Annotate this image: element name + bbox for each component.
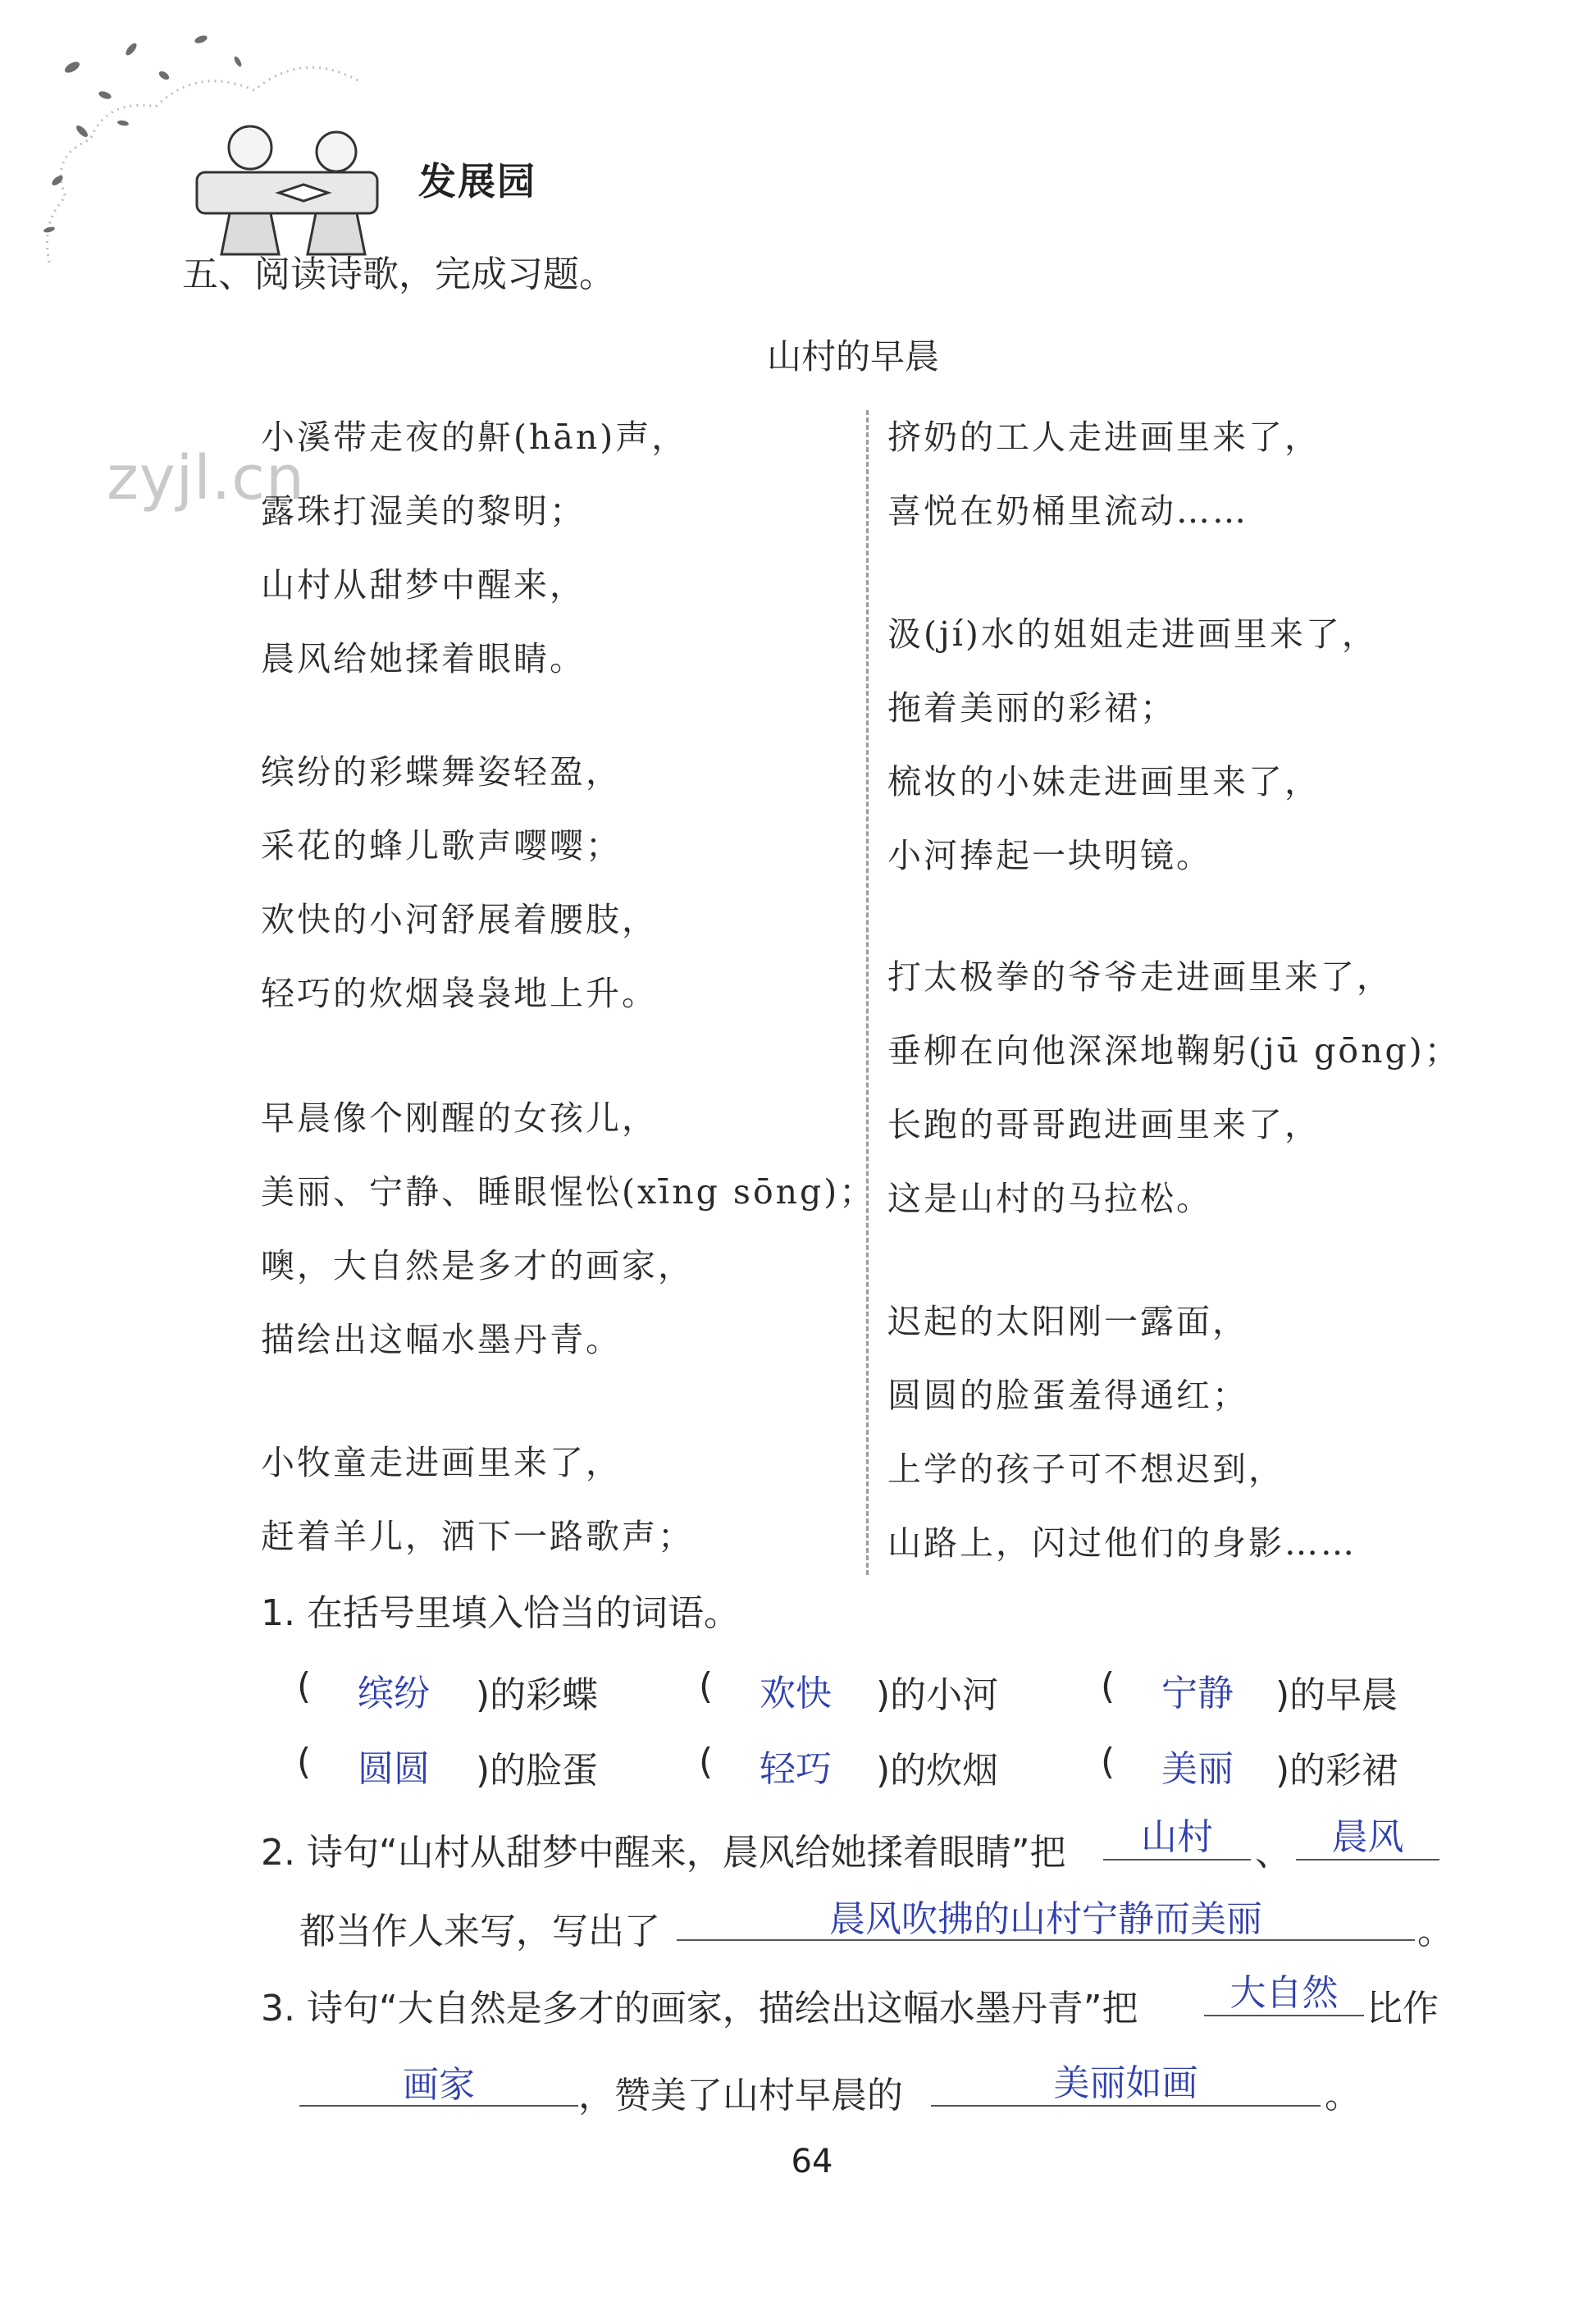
poem-line: 圆圆的脸蛋羞得通红； xyxy=(887,1376,1248,1415)
q1-answer[interactable]: 圆圆 xyxy=(358,1748,430,1790)
watermark: zyjl.cn xyxy=(107,443,305,514)
q2-blank-b[interactable] xyxy=(1296,1859,1439,1861)
poem-line: 拖着美丽的彩裙； xyxy=(887,688,1176,728)
poem-line: 山路上，闪过他们的身影…… xyxy=(887,1523,1357,1563)
q1-answer[interactable]: 欢快 xyxy=(760,1673,832,1714)
q1-suffix: )的彩裙 xyxy=(1275,1750,1398,1792)
page-number: 64 xyxy=(791,2143,833,2180)
poem-title: 山村的早晨 xyxy=(766,336,939,377)
poem-line: 挤奶的工人走进画里来了， xyxy=(887,418,1321,457)
q3-line2: ，赞美了山村早晨的 xyxy=(578,2075,903,2116)
q3-answer-b[interactable]: 画家 xyxy=(403,2064,475,2106)
open-paren: ( xyxy=(1101,1665,1115,1707)
q2-separator: 、 xyxy=(1255,1832,1291,1874)
q2-prompt: 2. 诗句“山村从甜梦中醒来，晨风给她揉着眼睛”把 xyxy=(261,1832,1066,1874)
poem-line: 露珠打湿美的黎明； xyxy=(261,491,586,531)
poem-line: 早晨像个刚醒的女孩儿， xyxy=(261,1098,658,1138)
q1-answer[interactable]: 美丽 xyxy=(1161,1748,1234,1790)
open-paren: ( xyxy=(297,1741,312,1783)
poem-line: 采花的蜂儿歌声嘤嘤； xyxy=(261,826,622,865)
q3-prompt: 3. 诗句“大自然是多才的画家，描绘出这幅水墨丹青”把 xyxy=(261,1988,1138,2030)
poem-line: 欢快的小河舒展着腰肢， xyxy=(261,900,658,939)
q3-end: 。 xyxy=(1325,2075,1361,2116)
q3-blank-b[interactable] xyxy=(299,2105,578,2107)
q2-end: 。 xyxy=(1417,1911,1453,1952)
q1-suffix: )的彩蝶 xyxy=(476,1674,599,1716)
open-paren: ( xyxy=(297,1665,312,1707)
poem-line: 美丽、宁静、睡眼惺忪(xīng sōng)； xyxy=(261,1172,876,1212)
q2-line2: 都当作人来写，写出了 xyxy=(299,1911,660,1952)
q2-blank-a[interactable] xyxy=(1103,1859,1251,1861)
poem-line: 上学的孩子可不想迟到， xyxy=(887,1450,1284,1489)
poem-line: 轻巧的炊烟袅袅地上升。 xyxy=(261,974,658,1013)
open-paren: ( xyxy=(1101,1741,1115,1783)
poem-line: 赶着羊儿，洒下一路歌声； xyxy=(261,1517,694,1556)
poem-line: 描绘出这幅水墨丹青。 xyxy=(261,1320,622,1359)
poem-line: 打太极拳的爷爷走进画里来了， xyxy=(887,957,1393,997)
poem-line: 山村从甜梦中醒来， xyxy=(261,565,586,605)
q1-answer[interactable]: 缤纷 xyxy=(358,1673,430,1714)
q2-answer-a[interactable]: 山村 xyxy=(1141,1816,1213,1858)
q1-prompt: 1. 在括号里填入恰当的词语。 xyxy=(261,1592,740,1634)
q2-answer-c[interactable]: 晨风吹拂的山村宁静而美丽 xyxy=(829,1898,1262,1940)
q1-answer[interactable]: 宁静 xyxy=(1161,1673,1234,1714)
poem-line: 噢，大自然是多才的画家， xyxy=(261,1246,694,1285)
q3-blank-c[interactable] xyxy=(931,2105,1321,2107)
column-divider xyxy=(866,410,869,1575)
q2-answer-b[interactable]: 晨风 xyxy=(1331,1816,1404,1858)
section-header xyxy=(33,16,689,279)
poem-line: 晨风给她揉着眼睛。 xyxy=(261,639,586,678)
q3-answer-c[interactable]: 美丽如画 xyxy=(1053,2062,1198,2104)
q1-suffix: )的早晨 xyxy=(1275,1674,1398,1716)
q1-suffix: )的小河 xyxy=(876,1674,999,1716)
leaves-illustration-icon xyxy=(33,16,689,279)
q3-blank-a[interactable] xyxy=(1204,2015,1364,2016)
question-instruction: 五、阅读诗歌，完成习题。 xyxy=(182,253,615,295)
q3-answer-a[interactable]: 大自然 xyxy=(1229,1972,1339,2014)
poem-line: 缤纷的彩蝶舞姿轻盈， xyxy=(261,752,622,792)
section-label: 发展园 xyxy=(418,159,536,203)
poem-line: 汲(jí)水的姐姐走进画里来了， xyxy=(887,614,1378,654)
poem-line: 这是山村的马拉松。 xyxy=(887,1179,1212,1218)
poem-line: 小溪带走夜的鼾(hān)声， xyxy=(261,418,688,457)
q1-suffix: )的脸蛋 xyxy=(476,1750,599,1792)
poem-line: 长跑的哥哥跑进画里来了， xyxy=(887,1105,1321,1144)
open-paren: ( xyxy=(699,1741,714,1783)
poem-line: 垂柳在向他深深地鞠躬(jū gōng)； xyxy=(887,1031,1461,1071)
open-paren: ( xyxy=(699,1665,714,1707)
q2-blank-c[interactable] xyxy=(677,1939,1415,1941)
poem-line: 喜悦在奶桶里流动…… xyxy=(887,491,1248,531)
q3-mid: 比作 xyxy=(1366,1988,1439,2030)
poem-line: 小河捧起一块明镜。 xyxy=(887,836,1212,875)
q1-answer[interactable]: 轻巧 xyxy=(760,1748,832,1790)
q1-suffix: )的炊烟 xyxy=(876,1750,999,1792)
poem-line: 小牧童走进画里来了， xyxy=(261,1443,622,1482)
poem-line: 迟起的太阳刚一露面， xyxy=(887,1302,1248,1341)
poem-line: 梳妆的小妹走进画里来了， xyxy=(887,762,1321,801)
